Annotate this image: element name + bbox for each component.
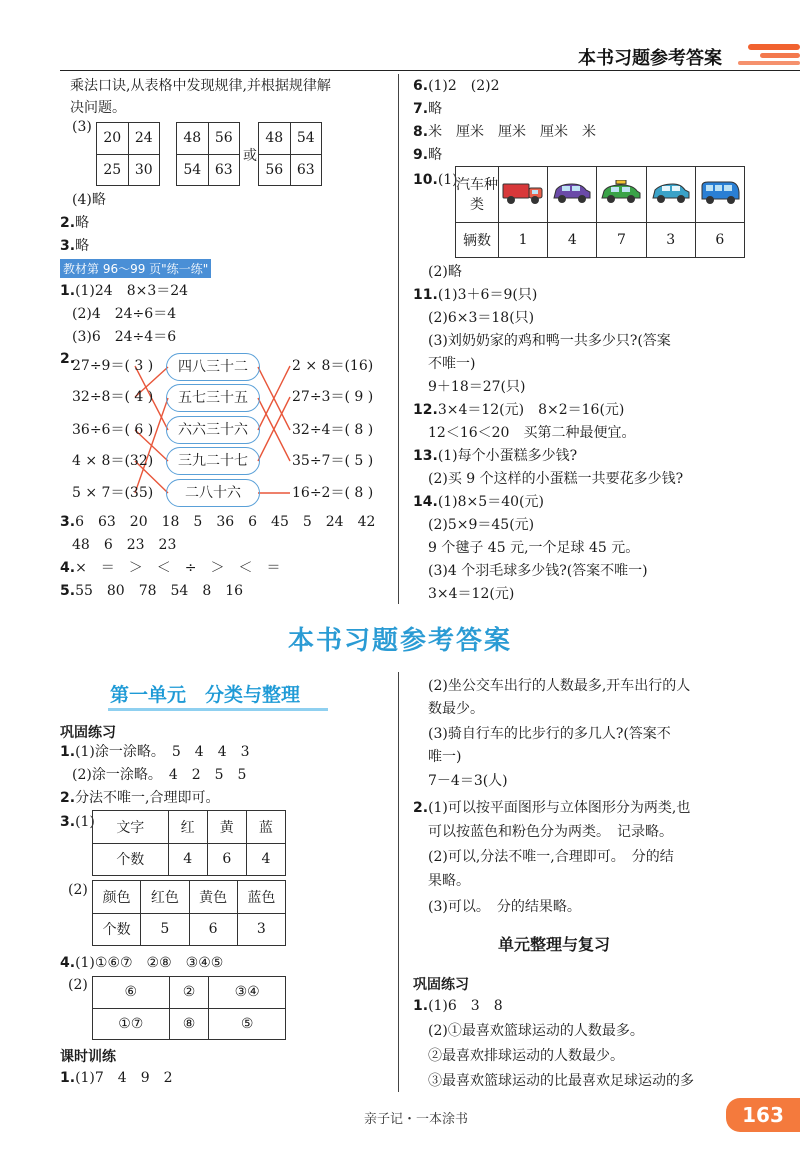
q4-answer: (4)略 xyxy=(72,192,106,208)
answer-text: 9＋18＝27(只) xyxy=(428,379,526,395)
left-expr: 36÷6＝( 6 ) xyxy=(72,422,154,438)
q3-label: (3) xyxy=(72,119,92,135)
table-cell: 蓝色 xyxy=(237,881,285,914)
car-count-table xyxy=(455,166,745,258)
count-header: 辆数 xyxy=(456,223,499,258)
item-number: 4. xyxy=(60,560,76,576)
answer-text: (2)4 24÷6＝4 xyxy=(72,306,177,322)
color-text-table xyxy=(92,810,286,876)
left-expr: 4 × 8＝(32) xyxy=(72,453,154,469)
answer-text: (3)4 个羽毛球多少钱?(答案不唯一) xyxy=(428,563,648,579)
answer-text: ③最喜欢篮球运动的比最喜欢足球运动的多 xyxy=(428,1073,694,1089)
count-cell: 7 xyxy=(597,223,646,258)
answer-text: 6 63 20 18 5 36 6 45 5 24 42 xyxy=(75,514,376,530)
grid-cell: 30 xyxy=(128,154,160,186)
item-number: 11. xyxy=(413,287,438,303)
textbook-page-tag: 教材第 96～99 页"练一练" xyxy=(60,259,211,278)
rhyme-oval: 二八十六 xyxy=(166,479,260,507)
answer-text: 3×4＝12(元) 8×2＝16(元) xyxy=(437,402,625,418)
answer-text: (1) xyxy=(437,172,458,188)
item-number: 14. xyxy=(413,494,438,510)
table-cell: 红 xyxy=(168,811,207,844)
right-expr: 2 × 8＝(16) xyxy=(292,358,374,374)
grid-cell: 56 xyxy=(259,154,291,186)
item-number: 1. xyxy=(413,998,429,1014)
item-number: 1. xyxy=(60,744,76,760)
item-number: 2. xyxy=(60,351,76,367)
answer-text: × ＝ ＞ ＜ ÷ ＞ ＜ ＝ xyxy=(75,560,281,576)
item-number: 2. xyxy=(413,800,429,816)
right-expr: 35÷7＝( 5 ) xyxy=(292,453,374,469)
item-number: 7. xyxy=(413,101,429,117)
item-text: 略 xyxy=(75,215,90,231)
car-cell xyxy=(695,167,744,223)
answer-text: (3)可以。 分的结果略。 xyxy=(428,899,581,915)
table-cell: 文字 xyxy=(93,811,169,844)
car-cell xyxy=(548,167,597,223)
answer-text: (2)5×9＝45(元) xyxy=(428,517,535,533)
answer-text: 果略。 xyxy=(428,873,470,889)
answer-text: (1)24 8×3＝24 xyxy=(75,283,189,299)
answer-text: 略 xyxy=(428,147,443,163)
answer-text: (1) xyxy=(75,814,95,830)
item-number: 3. xyxy=(60,514,76,530)
subsection-title: 单元整理与复习 xyxy=(498,935,611,954)
item-number: 1. xyxy=(60,1070,76,1086)
table-cell: 个数 xyxy=(93,843,169,876)
grid-cell: 48 xyxy=(259,123,291,155)
car-type-header: 汽车种类 xyxy=(456,167,499,223)
van-icon xyxy=(698,180,742,206)
answer-text: 不唯一) xyxy=(428,356,476,372)
rhyme-oval: 三九二十七 xyxy=(166,447,260,475)
section-heading: 巩固练习 xyxy=(413,977,469,993)
rhyme-oval: 五七三十五 xyxy=(166,384,260,412)
grouping-table xyxy=(92,976,286,1040)
color-count-table xyxy=(92,880,286,946)
grid-cell: 48 xyxy=(177,123,209,155)
answer-text: 7－4＝3(人) xyxy=(428,773,508,789)
item-number: 2. xyxy=(60,215,76,231)
item-number: 13. xyxy=(413,448,438,464)
answer-text: (1)7 4 9 2 xyxy=(75,1070,173,1086)
rhyme-oval: 六六三十六 xyxy=(166,416,260,444)
taxi-icon xyxy=(599,180,643,206)
answer-text: 唯一) xyxy=(428,749,462,765)
answer-text: 分法不唯一,合理即可。 xyxy=(75,790,220,806)
table-cell: 3 xyxy=(237,913,285,946)
answer-text: 55 80 78 54 8 16 xyxy=(75,583,244,599)
item-text: 略 xyxy=(75,238,90,254)
page-number: 163 xyxy=(726,1098,800,1132)
count-cell: 3 xyxy=(646,223,695,258)
table-cell: 颜色 xyxy=(93,881,141,914)
answer-text: (2)买 9 个这样的小蛋糕一共要花多少钱? xyxy=(428,471,684,487)
count-cell: 6 xyxy=(695,223,744,258)
answer-text: (2) xyxy=(68,882,88,898)
table-cell: 5 xyxy=(141,913,189,946)
car-cell xyxy=(646,167,695,223)
answer-text: 12＜16＜20 买第二种最便宜。 xyxy=(428,425,636,441)
table-cell: 6 xyxy=(207,843,246,876)
answer-text: (1)可以按平面图形与立体图形分为两类,也 xyxy=(428,800,691,816)
answer-text: (1)①⑥⑦ ②⑧ ③④⑤ xyxy=(75,955,224,971)
table-cell: 黄色 xyxy=(189,881,237,914)
table-cell: 黄 xyxy=(207,811,246,844)
table-cell: ⑤ xyxy=(209,1008,286,1040)
answer-text: 略 xyxy=(428,101,443,117)
answer-text: 48 6 23 23 xyxy=(72,537,177,553)
unit-title: 第一单元 分类与整理 xyxy=(110,684,301,706)
answer-text: (1)每个小蛋糕多少钱? xyxy=(437,448,578,464)
grid-cell: 24 xyxy=(128,123,160,155)
item-number: 10. xyxy=(413,172,438,188)
section-heading: 课时训练 xyxy=(60,1049,116,1065)
table-cell: 红色 xyxy=(141,881,189,914)
left-expr: 5 × 7＝(35) xyxy=(72,485,154,501)
answer-text: (3)刘奶奶家的鸡和鸭一共多少只?(答案 xyxy=(428,333,671,349)
answer-text: (1)涂一涂略。 5 4 4 3 xyxy=(75,744,250,760)
table-cell: ⑥ xyxy=(93,977,170,1009)
page-header-title: 本书习题参考答案 xyxy=(578,48,722,69)
answer-text: 3×4＝12(元) xyxy=(428,586,515,602)
answer-text: 数最少。 xyxy=(428,701,484,717)
grid-cell: 54 xyxy=(290,123,322,155)
car-icon xyxy=(649,180,693,206)
grid-cell: 63 xyxy=(290,154,322,186)
column-divider xyxy=(398,672,399,1092)
answer-text: (1)8×5＝40(元) xyxy=(437,494,544,510)
intro-line-1: 乘法口诀,从表格中发现规律,并根据规律解 xyxy=(70,78,331,94)
table-cell: 个数 xyxy=(93,913,141,946)
right-expr: 27÷3＝( 9 ) xyxy=(292,389,374,405)
table-cell: ①⑦ xyxy=(93,1008,170,1040)
right-expr: 32÷4＝( 8 ) xyxy=(292,422,374,438)
count-cell: 1 xyxy=(499,223,548,258)
section-heading: 巩固练习 xyxy=(60,725,116,741)
or-text: 或 xyxy=(243,148,257,164)
car-icon xyxy=(550,180,594,206)
grid-cell: 20 xyxy=(97,123,129,155)
item-number: 5. xyxy=(60,583,76,599)
table-cell: ② xyxy=(169,977,209,1009)
answer-text: (2)坐公交车出行的人数最多,开车出行的人 xyxy=(428,678,691,694)
answer-text: ②最喜欢排球运动的人数最少。 xyxy=(428,1048,624,1064)
answer-text: (1)6 3 8 xyxy=(428,998,503,1014)
item-number: 1. xyxy=(60,283,76,299)
left-expr: 27÷9＝( 3 ) xyxy=(72,358,154,374)
item-number: 3. xyxy=(60,814,76,830)
item-number: 3. xyxy=(60,238,76,254)
item-number: 8. xyxy=(413,124,429,140)
item-number: 4. xyxy=(60,955,76,971)
answer-text: 米 厘米 厘米 厘米 米 xyxy=(428,124,597,140)
item-number: 9. xyxy=(413,147,429,163)
answer-text: (1)2 (2)2 xyxy=(428,78,500,94)
answer-text: (2)涂一涂略。 4 2 5 5 xyxy=(72,767,247,783)
table-cell: ⑧ xyxy=(169,1008,209,1040)
grid-cell: 25 xyxy=(97,154,129,186)
truck-icon xyxy=(501,180,545,206)
grid-cell: 54 xyxy=(177,154,209,186)
item-number: 6. xyxy=(413,78,429,94)
item-number: 12. xyxy=(413,402,438,418)
table-cell: 4 xyxy=(168,843,207,876)
intro-line-2: 决问题。 xyxy=(70,100,126,116)
left-expr: 32÷8＝( 4 ) xyxy=(72,389,154,405)
answer-text: (2)略 xyxy=(428,264,462,280)
footer-text: 亲子记・一本涂书 xyxy=(364,1112,469,1127)
answer-text: (2)可以,分法不唯一,合理即可。 分的结 xyxy=(428,849,674,865)
table-cell: 4 xyxy=(246,843,285,876)
grid-cell: 63 xyxy=(208,154,240,186)
count-cell: 4 xyxy=(548,223,597,258)
unit-title-underline xyxy=(108,708,328,711)
item-number: 2. xyxy=(60,790,76,806)
car-cell xyxy=(499,167,548,223)
answer-text: (3)6 24÷4＝6 xyxy=(72,329,177,345)
table-cell: ③④ xyxy=(209,977,286,1009)
answer-text: 可以按蓝色和粉色分为两类。 记录略。 xyxy=(428,824,673,840)
table-cell: 蓝 xyxy=(246,811,285,844)
answer-text: (2)6×3＝18(只) xyxy=(428,310,535,326)
grid-cell: 56 xyxy=(208,123,240,155)
answer-text: (3)骑自行车的比步行的多几人?(答案不 xyxy=(428,726,671,742)
answer-text: 9 个毽子 45 元,一个足球 45 元。 xyxy=(428,540,640,556)
answer-text: (2)①最喜欢篮球运动的人数最多。 xyxy=(428,1023,644,1039)
car-cell xyxy=(597,167,646,223)
match-line xyxy=(135,398,168,493)
section-title: 本书习题参考答案 xyxy=(287,626,512,656)
right-expr: 16÷2＝( 8 ) xyxy=(292,485,374,501)
rhyme-oval: 四八三十二 xyxy=(166,353,260,381)
answer-text: (2) xyxy=(68,977,88,993)
answer-text: (1)3＋6＝9(只) xyxy=(437,287,538,303)
table-cell: 6 xyxy=(189,913,237,946)
